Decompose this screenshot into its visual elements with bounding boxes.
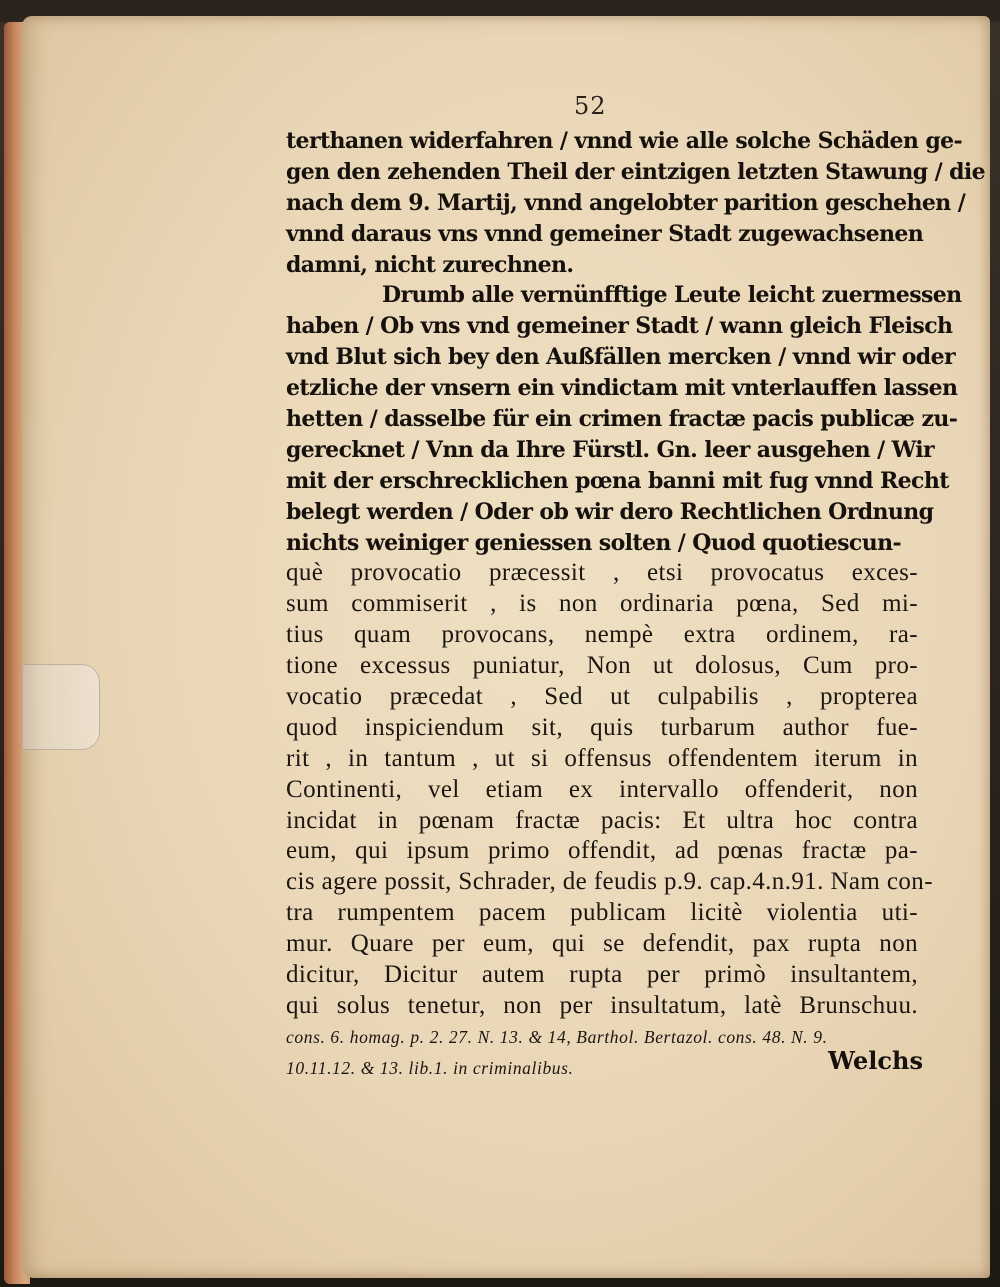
text-line: belegt werden / Oder ob wir dero Rechtlichen Ordnung (286, 498, 934, 525)
text-line: etzliche der vnsern ein vindictam mit vnterlauffen lassen (286, 375, 958, 402)
paragraph-start: Drumb alle vernünfftige Leute leicht zuermessen (382, 282, 962, 309)
latin-line: quod inspiciendum sit, quis turbarum author fue- (286, 713, 918, 741)
latin-line: cis agere possit, Schrader, de feudis p.9. cap.4.n.91. Nam con- (286, 868, 933, 896)
text-block (286, 126, 986, 1084)
latin-line: què provocatio præcessit , etsi provocatus exces- (286, 559, 918, 587)
text-line: terthanen widerfahren / vnnd wie alle solche Schäden ge- (286, 128, 963, 154)
text-line: haben / Ob vns vnd gemeiner Stadt / wann gleich Fleisch (286, 313, 953, 340)
latin-line: tius quam provocans, nempè extra ordinem, ra- (286, 621, 918, 649)
text-line: vnd Blut sich bey den Außfällen mercken / vnnd wir oder (286, 344, 955, 371)
text-line: gerecknet / Vnn da Ihre Fürstl. Gn. leer ausgehen / Wir (286, 436, 935, 463)
latin-line: tione excessus puniatur, Non ut dolosus, Cum pro- (286, 652, 918, 680)
page-number: 52 (574, 92, 607, 120)
text-line: mit der erschrecklichen pœna banni mit fug vnnd Recht (286, 467, 949, 494)
latin-line: dicitur, Dicitur autem rupta per primò insultantem, (286, 961, 918, 989)
text-line: nach dem 9. Martij, vnnd angelobter parition geschehen / (286, 189, 966, 216)
latin-line: qui solus tenetur, non per insultatum, latè Brunschuu. (286, 991, 918, 1019)
catchword: Welchs (828, 1046, 923, 1075)
citation-line: cons. 6. homag. p. 2. 27. N. 13. & 14, Barthol. Bertazol. cons. 48. N. 9. (286, 1026, 828, 1047)
text-line: vnnd daraus vns vnnd gemeiner Stadt zugewachsenen (286, 220, 924, 247)
latin-line: sum commiserit , is non ordinaria pœna, Sed mi- (286, 590, 918, 618)
latin-line: Continenti, vel etiam ex intervallo offenderit, non (286, 775, 918, 803)
text-line: nichts weiniger geniessen solten / Quod quotiescun- (286, 529, 902, 556)
latin-line: tra rumpentem pacem publicam licitè violentia uti- (286, 899, 918, 927)
citation-line: 10.11.12. & 13. lib.1. in criminalibus. (286, 1057, 574, 1078)
latin-line: eum, qui ipsum primo offendit, ad pœnas fractæ pa- (286, 837, 918, 865)
text-line: gen den zehenden Theil der eintzigen letzten Stawung / die (286, 158, 986, 185)
text-line: damni, nicht zurechnen. (286, 251, 574, 278)
transparent-page-tab (22, 664, 100, 750)
latin-line: incidat in pœnam fractæ pacis: Et ultra hoc contra (286, 806, 918, 834)
latin-line: mur. Quare per eum, qui se defendit, pax rupta non (286, 930, 918, 958)
latin-line: rit , in tantum , ut si offensus offendentem iterum in (286, 744, 918, 772)
latin-line: vocatio præcedat , Sed ut culpabilis , propterea (286, 683, 918, 711)
text-line: hetten / dasselbe für ein crimen fractæ pacis publicæ zu- (286, 406, 958, 433)
